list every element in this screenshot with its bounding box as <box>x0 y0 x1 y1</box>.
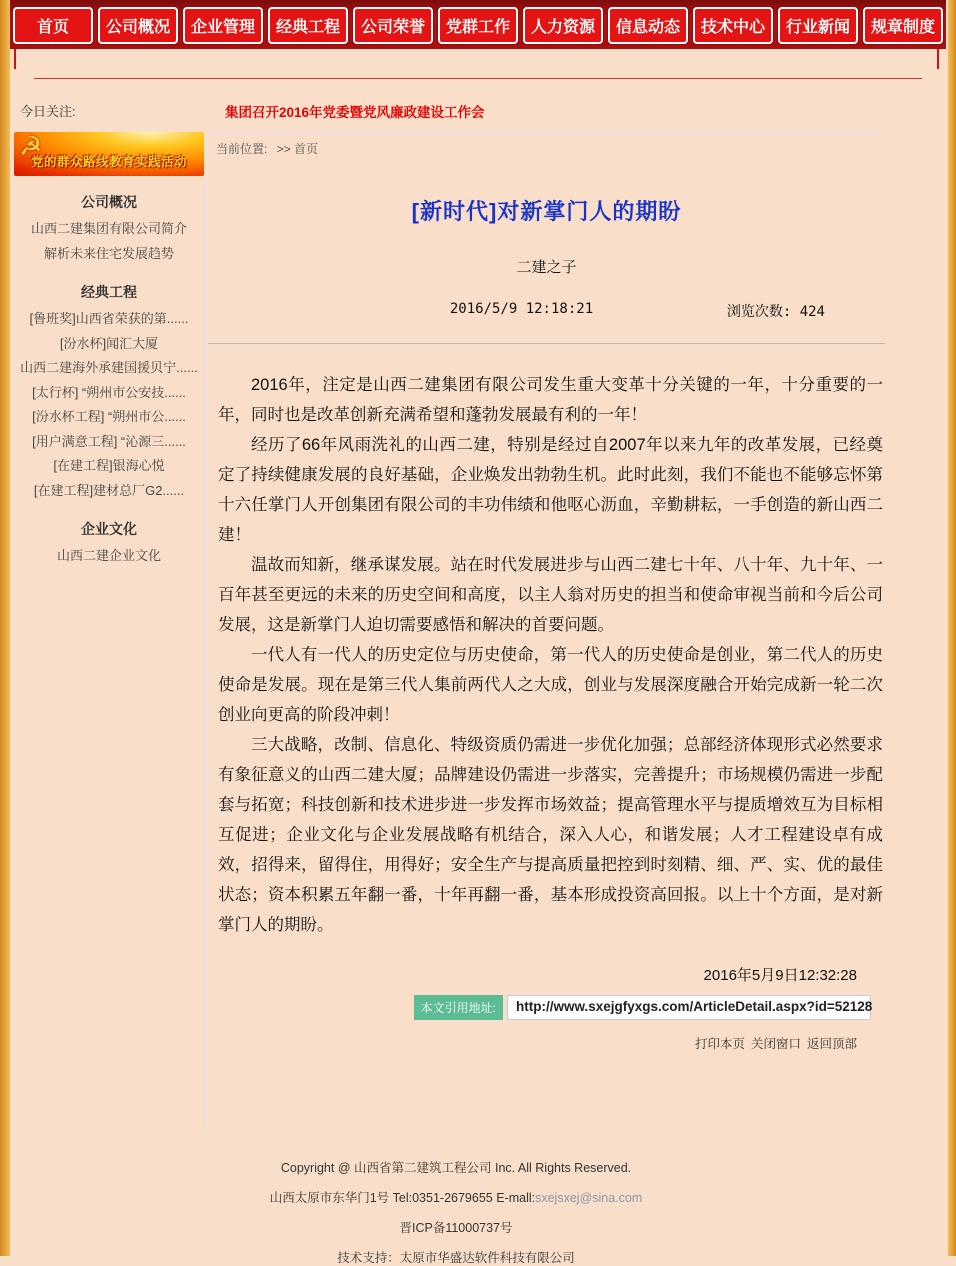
citation-row <box>208 995 885 1020</box>
nav-item[interactable]: 首页 <box>13 7 93 44</box>
breadcrumb-label: 当前位置: <box>216 142 268 156</box>
sidebar-item[interactable]: [太行杯] “朔州市公安技...... <box>32 384 186 400</box>
nav-item[interactable]: 人力资源 <box>523 7 603 44</box>
citation-url-box[interactable]: http://www.sxejgfyxgs.com/ArticleDetail.aspx?id=52128 <box>507 995 871 1020</box>
campaign-banner-text: 党的群众路线教育实践活动 <box>30 155 187 169</box>
sidebar-item[interactable]: [在建工程]建材总厂G2...... <box>33 482 185 498</box>
article <box>208 195 885 1052</box>
article-posted-date: 2016年5月9日12:32:28 <box>703 967 857 984</box>
left-edge-decoration <box>0 0 10 1256</box>
sidebar-item[interactable]: 解析未来住宅发展趋势 <box>43 245 174 261</box>
article-datetime: 2016/5/9 12:18:21 <box>449 301 594 317</box>
breadcrumb <box>208 132 885 163</box>
article-paragraph: 三大战略，改制、信息化、特级资质仍需进一步优化加强；总部经济体现形式必然要求有象征意义的山西二建大厦；品牌建设仍需进一步落实，完善提升；市场规模仍需进一步配套与拓宽；科技创新和技术进步进一步发挥市场效益；提高管理水平与提质增效互为目标相互促进；企业文化与企业发展战略有机结合，深入人心，和谐发展；人才工程建设卓有成效，招得来，留得住，用得好；安全生产与提高质量把控到时刻精、细、严、实、优的最佳状态；资本积累五年翻一番，十年再翻一番，基本形成投资高回报。以上十个方面，是对新掌门人的期盼。 <box>218 736 883 934</box>
citation-label-badge: 本文引用地址: <box>414 995 503 1020</box>
footer-email-link[interactable]: sxejsxej@sina.com <box>535 1191 643 1205</box>
sidebar-item[interactable]: [鲁班奖]山西省荣获的第...... <box>29 311 189 326</box>
sidebar-section <box>14 282 204 503</box>
main-layout <box>0 99 956 1132</box>
sidebar-section-title: 经典工程 <box>81 284 137 300</box>
action-link[interactable]: 返回顶部 <box>806 1037 857 1051</box>
today-focus-label: 今日关注: <box>20 104 76 119</box>
article-body <box>208 370 885 940</box>
sidebar <box>14 99 204 1132</box>
header-divider <box>34 78 922 79</box>
sidebar-item[interactable]: 山西二建企业文化 <box>56 548 161 563</box>
article-action-links <box>208 1034 885 1052</box>
hammer-and-sickle-icon: ☭ <box>19 132 43 161</box>
content-column <box>207 99 885 1132</box>
breadcrumb-home-link[interactable]: >> 首页 <box>276 142 319 156</box>
nav-item[interactable]: 信息动态 <box>608 7 688 44</box>
nav-item[interactable]: 公司概况 <box>98 7 178 44</box>
nav-item[interactable]: 行业新闻 <box>778 7 858 44</box>
article-title: [新时代]对新掌门人的期盼 <box>411 199 682 224</box>
sidebar-menus <box>14 192 204 569</box>
sidebar-section-title: 企业文化 <box>81 521 137 537</box>
sidebar-item[interactable]: 山西二建海外承建国援贝宁...... <box>20 360 198 375</box>
sidebar-section-title: 公司概况 <box>81 194 137 210</box>
footer-contact <box>0 1188 912 1206</box>
action-link[interactable]: 关闭窗口 <box>750 1037 801 1051</box>
campaign-banner[interactable] <box>14 132 204 176</box>
nav-item[interactable]: 规章制度 <box>863 7 943 44</box>
article-paragraph: 温故而知新，继承谋发展。站在时代发展进步与山西二建七十年、八十年、九十年、一百年甚至更远的未来的历史空间和高度，以主人翁对历史的担当和使命审视当前和今后公司发展，这是新掌门人迫切需要感悟和解决的首要问题。 <box>218 556 883 634</box>
content-panel <box>207 132 885 1132</box>
article-paragraph: 2016年，注定是山西二建集团有限公司发生重大变革十分关键的一年，十分重要的一年，同时也是改革创新充满希望和蓬勃发展最有利的一年！ <box>218 376 883 424</box>
sidebar-section <box>14 192 204 266</box>
today-headline-link[interactable]: 集团召开2016年党委暨党风廉政建设工作会 <box>225 105 485 120</box>
sidebar-item[interactable]: [汾水杯]闻汇大厦 <box>59 335 159 351</box>
sidebar-item[interactable]: [用户满意工程] “沁源三...... <box>32 433 186 449</box>
page-footer <box>0 1158 956 1266</box>
action-link[interactable]: 打印本页 <box>694 1037 745 1051</box>
footer-tech-support: 技术支持：太原市华盛达软件科技有限公司 <box>337 1251 575 1265</box>
article-divider <box>208 343 885 344</box>
nav-item[interactable]: 公司荣誉 <box>353 7 433 44</box>
article-meta <box>208 301 885 320</box>
sidebar-item[interactable]: [在建工程]银海心悦 <box>53 458 165 473</box>
nav-item[interactable]: 技术中心 <box>693 7 773 44</box>
nav-item[interactable]: 企业管理 <box>183 7 263 44</box>
sidebar-section <box>14 519 204 569</box>
top-navigation <box>10 0 946 49</box>
footer-icp: 晋ICP备11000737号 <box>399 1221 513 1235</box>
nav-item[interactable]: 党群工作 <box>438 7 518 44</box>
footer-copyright: Copyright @ 山西省第二建筑工程公司 Inc. All Rights Reserved. <box>280 1161 632 1175</box>
article-paragraph: 一代人有一代人的历史定位与历史使命，第一代人的历史使命是创业，第二代人的历史使命是发展。现在是第三代人集前两代人之大成，创业与发展深度融合开始完成新一轮二次创业向更高的阶段冲刺！ <box>218 646 883 724</box>
article-paragraph: 经历了66年风雨洗礼的山西二建，特别是经过自2007年以来九年的改革发展，已经奠定了持续健康发展的良好基础，企业焕发出勃勃生机。此时此刻，我们不能也不能够忘怀第十六任掌门人开创集团有限公司的丰功伟绩和他呕心沥血，辛勤耕耘，一手创造的新山西二建！ <box>218 436 883 544</box>
right-edge-decoration <box>948 0 956 1256</box>
sidebar-item[interactable]: [汾水杯工程] “朔州市公...... <box>32 409 186 424</box>
article-author: 二建之子 <box>516 259 577 276</box>
marquee-tick-left <box>14 49 16 69</box>
nav-item[interactable]: 经典工程 <box>268 7 348 44</box>
footer-address: 山西太原市东华门1号 Tel:0351-2679655 E-mall: <box>269 1191 536 1205</box>
article-view-count: 浏览次数: 424 <box>726 304 825 320</box>
sidebar-item[interactable]: 山西二建集团有限公司简介 <box>30 221 187 236</box>
marquee-tick-right <box>937 49 939 69</box>
